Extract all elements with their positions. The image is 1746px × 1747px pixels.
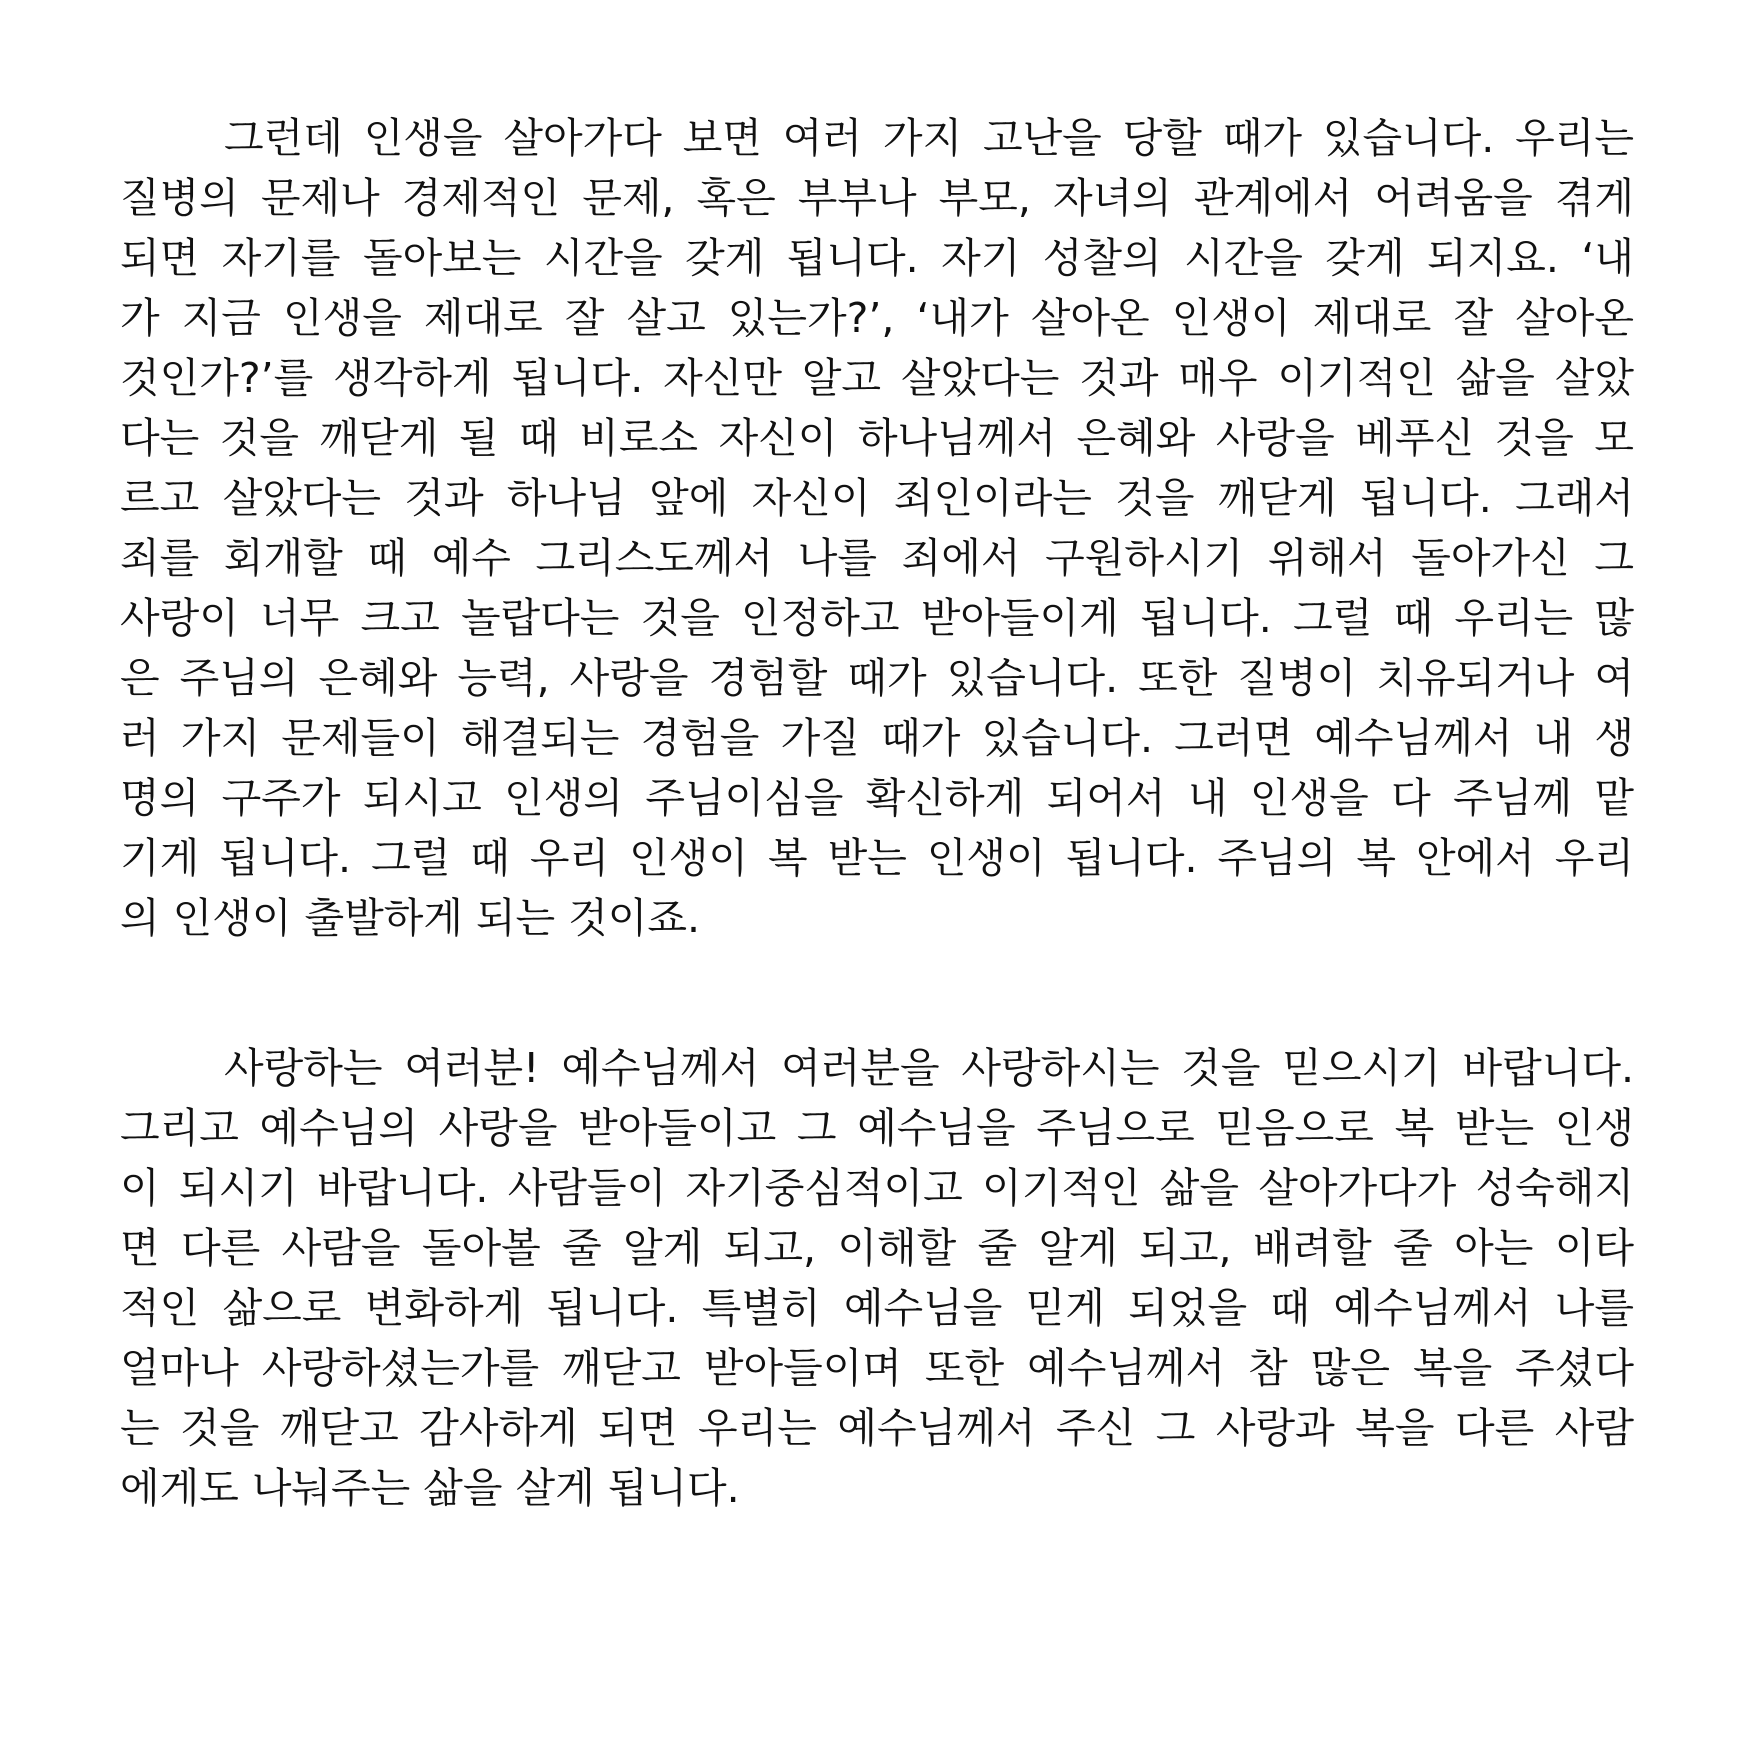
text-line: 것인가?’를 생각하게 됩니다. 자신만 알고 살았다는 것과 매우 이기적인 삶을 살았 xyxy=(120,354,1634,402)
text-line: 그리고 예수님의 사랑을 받아들이고 그 예수님을 주님으로 믿음으로 복 받는 인생 xyxy=(120,1104,1634,1152)
text-line: 이 되시기 바랍니다. 사람들이 자기중심적이고 이기적인 삶을 살아가다가 성숙해지 xyxy=(120,1164,1634,1212)
text-line: 는 것을 깨닫고 감사하게 되면 우리는 예수님께서 주신 그 사랑과 복을 다른 사람 xyxy=(120,1404,1634,1452)
text-line: 러 가지 문제들이 해결되는 경험을 가질 때가 있습니다. 그러면 예수님께서 내 생 xyxy=(120,714,1634,762)
text-line: 질병의 문제나 경제적인 문제, 혹은 부부나 부모, 자녀의 관계에서 어려움을 겪게 xyxy=(120,174,1634,222)
document-body xyxy=(120,108,1634,1518)
text-line: 그런데 인생을 살아가다 보면 여러 가지 고난을 당할 때가 있습니다. 우리는 xyxy=(224,114,1634,162)
paragraph-2 xyxy=(120,1038,1634,1518)
text-line: 되면 자기를 돌아보는 시간을 갖게 됩니다. 자기 성찰의 시간을 갖게 되지요. ‘내 xyxy=(120,234,1634,282)
text-line: 사랑이 너무 크고 놀랍다는 것을 인정하고 받아들이게 됩니다. 그럴 때 우리는 많 xyxy=(120,594,1634,642)
text-line: 기게 됩니다. 그럴 때 우리 인생이 복 받는 인생이 됩니다. 주님의 복 안에서 우리 xyxy=(120,834,1634,882)
text-line: 면 다른 사람을 돌아볼 줄 알게 되고, 이해할 줄 알게 되고, 배려할 줄 아는 이타 xyxy=(120,1224,1634,1272)
text-line: 에게도 나눠주는 삶을 살게 됩니다. xyxy=(120,1464,740,1512)
text-line: 적인 삶으로 변화하게 됩니다. 특별히 예수님을 믿게 되었을 때 예수님께서 나를 xyxy=(120,1284,1634,1332)
text-line: 사랑하는 여러분! 예수님께서 여러분을 사랑하시는 것을 믿으시기 바랍니다. xyxy=(224,1044,1634,1092)
text-line: 은 주님의 은혜와 능력, 사랑을 경험할 때가 있습니다. 또한 질병이 치유되거나 여 xyxy=(120,654,1634,702)
paragraph-1 xyxy=(120,108,1634,948)
text-line: 죄를 회개할 때 예수 그리스도께서 나를 죄에서 구원하시기 위해서 돌아가신 그 xyxy=(120,534,1634,582)
paragraph-spacer xyxy=(120,948,1634,1038)
text-line: 르고 살았다는 것과 하나님 앞에 자신이 죄인이라는 것을 깨닫게 됩니다. 그래서 xyxy=(120,474,1634,522)
text-line: 가 지금 인생을 제대로 잘 살고 있는가?’, ‘내가 살아온 인생이 제대로 잘 살아온 xyxy=(120,294,1634,342)
text-line: 의 인생이 출발하게 되는 것이죠. xyxy=(120,894,701,942)
text-line: 얼마나 사랑하셨는가를 깨닫고 받아들이며 또한 예수님께서 참 많은 복을 주셨다 xyxy=(120,1344,1634,1392)
text-line: 명의 구주가 되시고 인생의 주님이심을 확신하게 되어서 내 인생을 다 주님께 맡 xyxy=(120,774,1634,822)
text-line: 다는 것을 깨닫게 될 때 비로소 자신이 하나님께서 은혜와 사랑을 베푸신 것을 모 xyxy=(120,414,1634,462)
